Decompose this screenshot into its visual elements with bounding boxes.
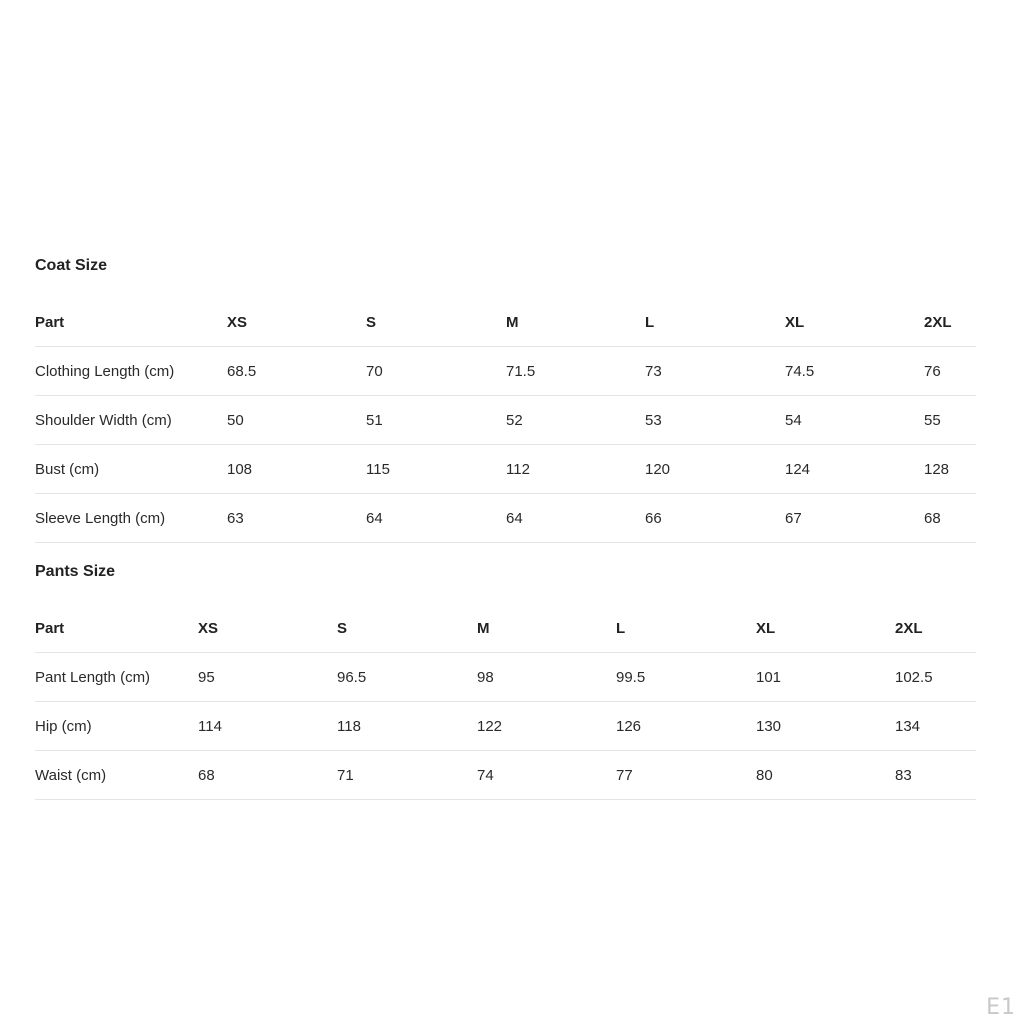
table-cell: 101 [756, 653, 895, 702]
table-cell: 114 [198, 702, 337, 751]
table-cell: 53 [645, 396, 785, 445]
table-row [35, 702, 976, 751]
table-row [35, 445, 976, 494]
coat-size-table [35, 298, 976, 543]
column-header-xs: XS [227, 298, 366, 347]
column-header-2xl: 2XL [895, 604, 976, 653]
row-label: Pant Length (cm) [35, 653, 198, 702]
row-label: Clothing Length (cm) [35, 347, 227, 396]
column-header-s: S [337, 604, 477, 653]
table-cell: 122 [477, 702, 616, 751]
row-label: Bust (cm) [35, 445, 227, 494]
table-cell: 80 [756, 751, 895, 800]
table-cell: 128 [924, 445, 976, 494]
row-label: Sleeve Length (cm) [35, 494, 227, 543]
table-cell: 108 [227, 445, 366, 494]
table-cell: 76 [924, 347, 976, 396]
coat-size-title: Coat Size [35, 257, 108, 274]
table-cell: 96.5 [337, 653, 477, 702]
table-cell: 52 [506, 396, 645, 445]
table-cell: 115 [366, 445, 506, 494]
column-header-m: M [506, 298, 645, 347]
column-header-m: M [477, 604, 616, 653]
column-header-l: L [616, 604, 756, 653]
row-label: Waist (cm) [35, 751, 198, 800]
table-cell: 64 [366, 494, 506, 543]
table-cell: 68.5 [227, 347, 366, 396]
table-cell: 68 [198, 751, 337, 800]
row-label: Shoulder Width (cm) [35, 396, 227, 445]
column-header-s: S [366, 298, 506, 347]
table-cell: 126 [616, 702, 756, 751]
column-header-xs: XS [198, 604, 337, 653]
table-cell: 74 [477, 751, 616, 800]
table-row [35, 396, 976, 445]
table-cell: 83 [895, 751, 976, 800]
table-cell: 124 [785, 445, 924, 494]
table-cell: 51 [366, 396, 506, 445]
table-cell: 68 [924, 494, 976, 543]
table-row [35, 347, 976, 396]
table-cell: 98 [477, 653, 616, 702]
table-row [35, 494, 976, 543]
table-cell: 66 [645, 494, 785, 543]
column-header-2xl: 2XL [924, 298, 976, 347]
table-cell: 120 [645, 445, 785, 494]
column-header-part: Part [35, 298, 227, 347]
table-cell: 71.5 [506, 347, 645, 396]
table-cell: 70 [366, 347, 506, 396]
table-cell: 67 [785, 494, 924, 543]
table-cell: 73 [645, 347, 785, 396]
table-cell: 130 [756, 702, 895, 751]
row-label: Hip (cm) [35, 702, 198, 751]
table-cell: 95 [198, 653, 337, 702]
column-header-xl: XL [785, 298, 924, 347]
column-header-xl: XL [756, 604, 895, 653]
column-header-l: L [645, 298, 785, 347]
watermark-label: E1 [986, 995, 1016, 1020]
table-cell: 71 [337, 751, 477, 800]
table-cell: 99.5 [616, 653, 756, 702]
pants-header-row [35, 604, 976, 653]
table-cell: 134 [895, 702, 976, 751]
pants-size-title: Pants Size [35, 563, 116, 580]
coat-header-row [35, 298, 976, 347]
table-cell: 64 [506, 494, 645, 543]
table-cell: 102.5 [895, 653, 976, 702]
table-cell: 63 [227, 494, 366, 543]
table-cell: 112 [506, 445, 645, 494]
table-cell: 50 [227, 396, 366, 445]
table-cell: 77 [616, 751, 756, 800]
pants-size-table [35, 604, 976, 800]
table-row [35, 751, 976, 800]
table-cell: 118 [337, 702, 477, 751]
table-cell: 54 [785, 396, 924, 445]
table-cell: 55 [924, 396, 976, 445]
column-header-part: Part [35, 604, 198, 653]
table-cell: 74.5 [785, 347, 924, 396]
table-row [35, 653, 976, 702]
